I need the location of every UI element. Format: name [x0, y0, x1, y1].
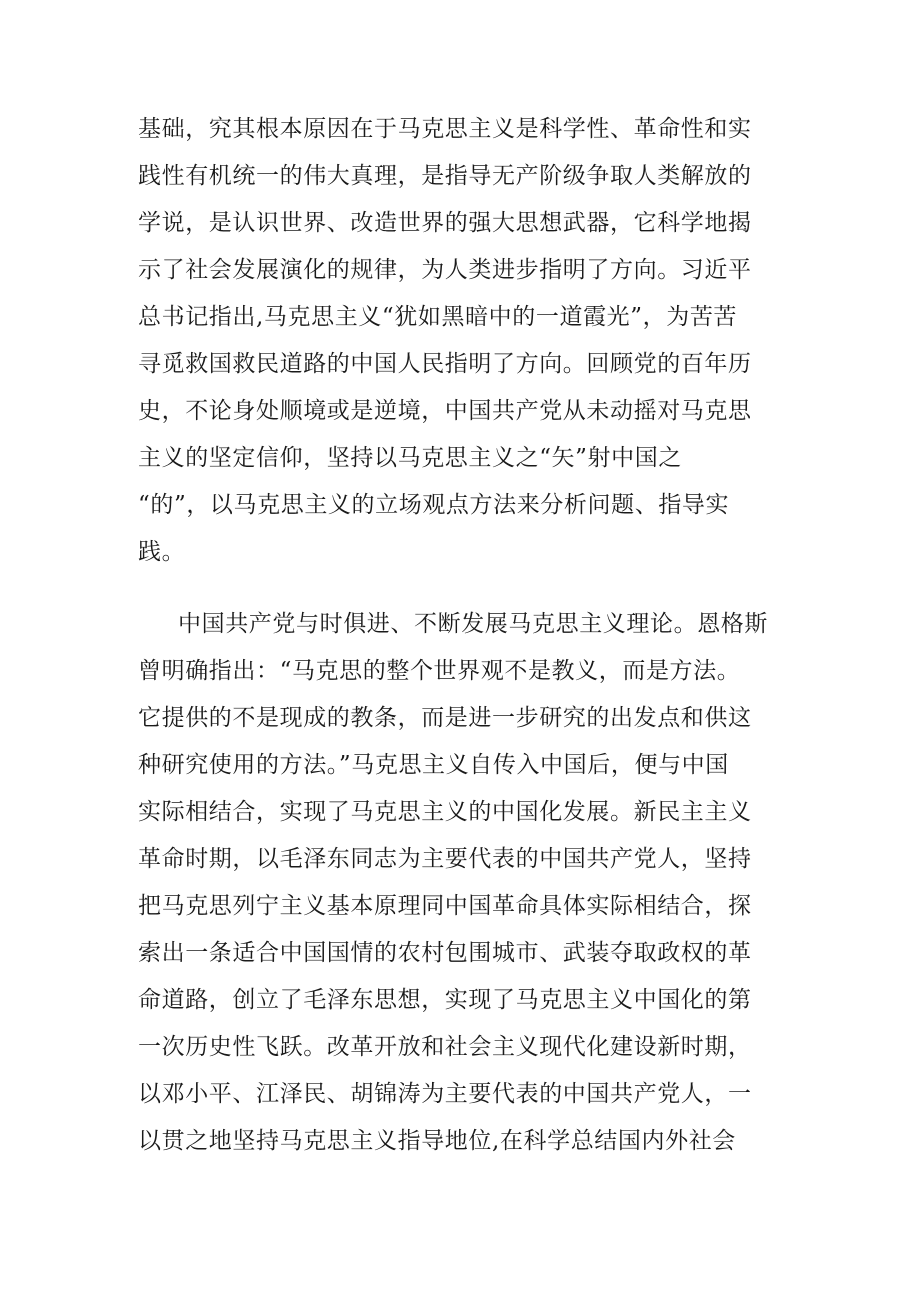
- paragraph-2-line-5: 实际相结合，实现了马克思主义的中国化发展。新民主主义: [138, 799, 752, 825]
- paragraph-2-line-3: 它提供的不是现成的教条，而是进一步研究的出发点和供这: [138, 705, 752, 731]
- paragraph-1-line-4: 示了社会发展演化的规律，为人类进步指明了方向。习近平: [138, 257, 752, 283]
- paragraph-2-line-4: 种研究使用的方法。”马克思主义自传入中国后，便与中国: [138, 752, 729, 778]
- paragraph-1-line-8: 主义的坚定信仰，坚持以马克思主义之“矢”射中国之: [138, 445, 682, 471]
- paragraph-2-line-9: 命道路，创立了毛泽东思想，实现了马克思主义中国化的第: [138, 987, 752, 1013]
- paragraph-1-line-2: 践性有机统一的伟大真理，是指导无产阶级争取人类解放的: [138, 163, 752, 189]
- paragraph-2-line-6: 革命时期，以毛泽东同志为主要代表的中国共产党人，坚持: [138, 846, 752, 872]
- paragraph-1-line-5: 总书记指出,马克思主义“犹如黑暗中的一道霞光”，为苦苦: [138, 304, 738, 330]
- paragraph-2-line-10: 一次历史性飞跃。改革开放和社会主义现代化建设新时期，: [138, 1034, 752, 1060]
- paragraph-1-line-3: 学说，是认识世界、改造世界的强大思想武器，它科学地揭: [138, 210, 752, 236]
- paragraph-2-line-2: 曾明确指出：“马克思的整个世界观不是教义，而是方法。: [138, 658, 741, 684]
- paragraph-1-line-10: 践。: [138, 539, 186, 565]
- paragraph-1-line-7: 史，不论身处顺境或是逆境，中国共产党从未动摇对马克思: [138, 398, 752, 424]
- paragraph-2-line-8: 索出一条适合中国国情的农村包围城市、武装夺取政权的革: [138, 940, 752, 966]
- paragraph-1-line-9: “的”，以马克思主义的立场观点方法来分析问题、指导实: [138, 492, 730, 518]
- paragraph-2-line-1: 中国共产党与时俱进、不断发展马克思主义理论。恩格斯: [178, 611, 768, 637]
- paragraph-1-line-6: 寻觅救国救民道路的中国人民指明了方向。回顾党的百年历: [138, 351, 752, 377]
- paragraph-1-line-1: 基础，究其根本原因在于马克思主义是科学性、革命性和实: [138, 116, 752, 142]
- paragraph-2-line-7: 把马克思列宁主义基本原理同中国革命具体实际相结合，探: [138, 893, 752, 919]
- paragraph-2-line-12: 以贯之地坚持马克思主义指导地位,在科学总结国内外社会: [138, 1128, 736, 1154]
- paragraph-2-line-11: 以邓小平、江泽民、胡锦涛为主要代表的中国共产党人，一: [138, 1081, 752, 1107]
